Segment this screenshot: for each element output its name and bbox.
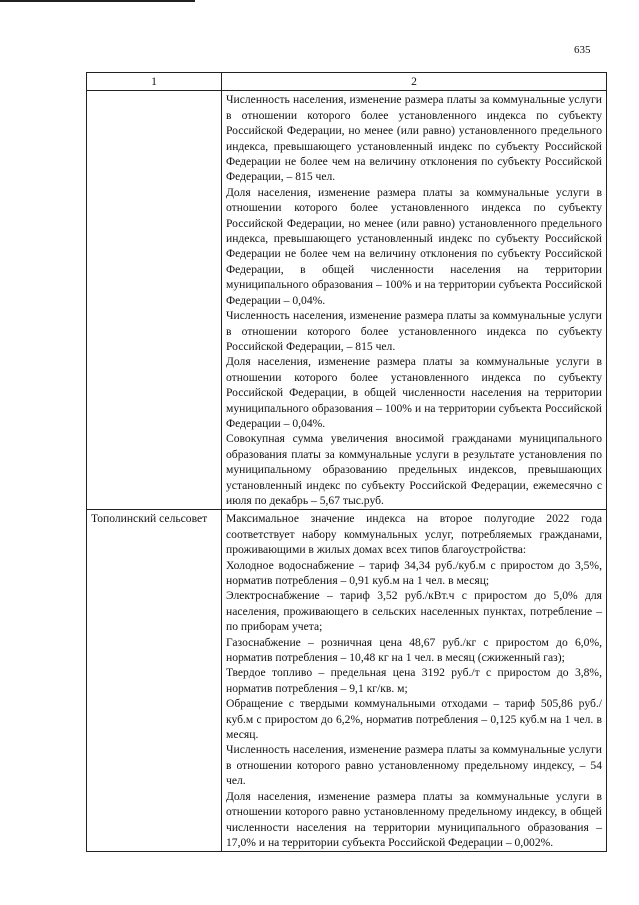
paragraph: Доля населения, изменение размера платы за коммунальные услуги в отношении которого более установленного индекса по субъекту Российской Федерации, но менее (или равно) установленного предельного индекса, превышающего установленный индекс по субъекту Российской Федерации не более чем на величину отклонения по субъекту Российской Федерации, в общей численности населения на территории муниципального образования – 100% и на территории субъекта Российской Федерации – 0,04%. <box>226 185 602 307</box>
page-number: 635 <box>574 44 591 56</box>
paragraph: Холодное водоснабжение – тариф 34,34 руб./куб.м с приростом до 3,5%, норматив потребления – 0,91 куб.м на 1 чел. в месяц; <box>226 558 602 587</box>
paragraph: Максимальное значение индекса на второе полугодие 2022 года соответствует набору коммунальных услуг, потребляемых гражданами, проживающими в жилых домах всех типов благоустройства: <box>226 512 602 557</box>
column-header-2: 2 <box>222 73 607 91</box>
paragraph: Численность населения, изменение размера платы за коммунальные услуги в отношении которого равно установленному предельному индексу, – 54 чел. <box>226 743 602 788</box>
region-cell: Тополинский сельсовет <box>87 510 222 852</box>
content-cell <box>222 510 607 852</box>
content-cell <box>222 91 607 510</box>
paragraph: Совокупная сумма увеличения вносимой гражданами муниципального образования платы за коммунальные услуги в результате установления по муниципальному образованию предельных индексов, превышающих установленный индекс по субъекту Российской Федерации, ежемесячно с июля по декабрь – 5,67 тыс.руб. <box>226 432 602 507</box>
column-header-1: 1 <box>87 73 222 91</box>
paragraph: Численность населения, изменение размера платы за коммунальные услуги в отношении которого более установленного индекса по субъекту Российской Федерации, но менее (или равно) установленного предельного индекса, превышающего установленный индекс по субъекту Российской Федерации не более чем на величину отклонения по субъекту Российской Федерации, – 815 чел. <box>226 93 602 184</box>
table-row <box>87 510 607 852</box>
paragraph: Доля населения, изменение размера платы за коммунальные услуги в отношении которого равно установленному предельному индексу, в общей численности населения на территории муниципального образования – 17,0% и на территории субъекта Российской Федерации – 0,002%. <box>226 789 602 849</box>
document-table <box>86 72 607 852</box>
paragraph: Электроснабжение – тариф 3,52 руб./кВт.ч с приростом до 5,0% для населения, проживающего в сельских населенных пунктах, потребление – по приборам учета; <box>226 589 602 634</box>
paragraph: Газоснабжение – розничная цена 48,67 руб./кг с приростом до 6,0%, норматив потребления – 10,48 кг на 1 чел. в месяц (сжиженный газ); <box>226 635 602 665</box>
paragraph: Численность населения, изменение размера платы за коммунальные услуги в отношении которого более установленного индекса по субъекту Российской Федерации, – 815 чел. <box>226 309 602 353</box>
paragraph: Твердое топливо – предельная цена 3192 руб./т с приростом до 3,8%, норматив потребления – 9,1 кг/кв. м; <box>226 666 602 695</box>
top-rule <box>0 0 195 2</box>
table-header-row <box>87 73 607 91</box>
paragraph: Доля населения, изменение размера платы за коммунальные услуги в отношении которого более установленного индекса по субъекту Российской Федерации, в общей численности населения на территории муниципального образования – 100% и на территории субъекта Российской Федерации – 0,04%. <box>226 355 602 430</box>
paragraph: Обращение с твердыми коммунальными отходами – тариф 505,86 руб./куб.м с приростом до 6,2%, норматив потребления – 0,125 куб.м на 1 чел. в месяц. <box>226 697 602 742</box>
table-row <box>87 91 607 510</box>
region-cell <box>87 91 222 510</box>
